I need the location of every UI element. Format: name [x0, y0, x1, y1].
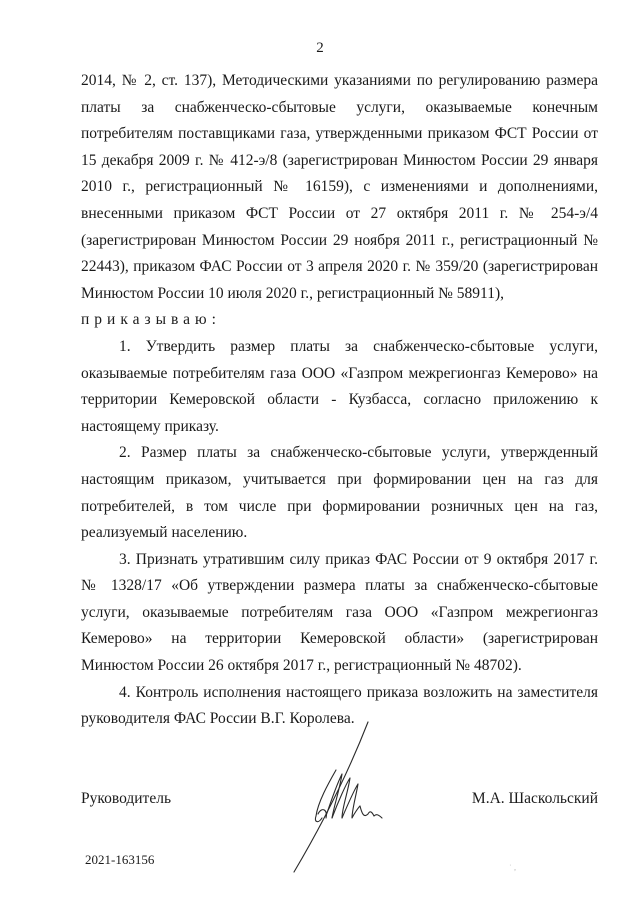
handwritten-signature	[288, 718, 398, 878]
document-number: 2021-163156	[85, 852, 155, 867]
paragraph-item-1: 1. Утвердить размер платы за снабженческо-сбытовые услуги, оказываемые потребителям газа ООО «Газпром межрегионгаз Кемерово» на территории Кемеровской области - Кузбасса, согласно приложению к настоящему приказу.	[81, 337, 598, 435]
document-body	[81, 68, 598, 733]
page-number: 2	[316, 40, 324, 56]
paragraph-item-4: 4. Контроль исполнения настоящего приказа возложить на заместителя руководителя ФАС России В.Г. Королева.	[81, 683, 598, 728]
paragraph-item-3: 3. Признать утратившим силу приказ ФАС России от 9 октября 2017 г. № 1328/17 «Об утверждении размера платы за снабженческо-сбытовые услуги, оказываемые потребителям газа ООО «Газпром межрегионгаз Кемерово» на территории Кемеровской области» (зарегистрирован Минюстом России 26 октября 2017 г., регистрационный № 48702).	[81, 550, 598, 675]
signatory-name: М.А. Шаскольский	[471, 790, 598, 807]
order-word: приказываю:	[81, 311, 221, 329]
paragraph-item-2: 2. Размер платы за снабженческо-сбытовые услуги, утвержденный настоящим приказом, учитывается при формировании цен на газ для потребителей, в том числе при формировании розничных цен на газ, реализуемый населению.	[81, 444, 598, 542]
scan-smudge: ˙ ‚	[509, 863, 517, 872]
signatory-title: Руководитель	[81, 790, 172, 807]
paragraph-legal-basis: 2014, № 2, ст. 137), Методическими указаниями по регулированию размера платы за снабженческо-сбытовые услуги, оказываемые конечным потребителям поставщиками газа, утвержденными приказом ФСТ России от 15 декабря 2009 г. № 412-э/8 (зарегистрирован Минюстом России 29 января 2010 г., регистрационный № 16159), с изменениями и дополнениями, внесенными приказом ФСТ России от 27 октября 2011 г. № 254-э/4 (зарегистрирован Минюстом России 29 ноября 2011 г., регистрационный № 22443), приказом ФАС России от 3 апреля 2020 г. № 359/20 (зарегистрирован Минюстом России 10 июля 2020 г., регистрационный № 58911),	[81, 72, 598, 302]
